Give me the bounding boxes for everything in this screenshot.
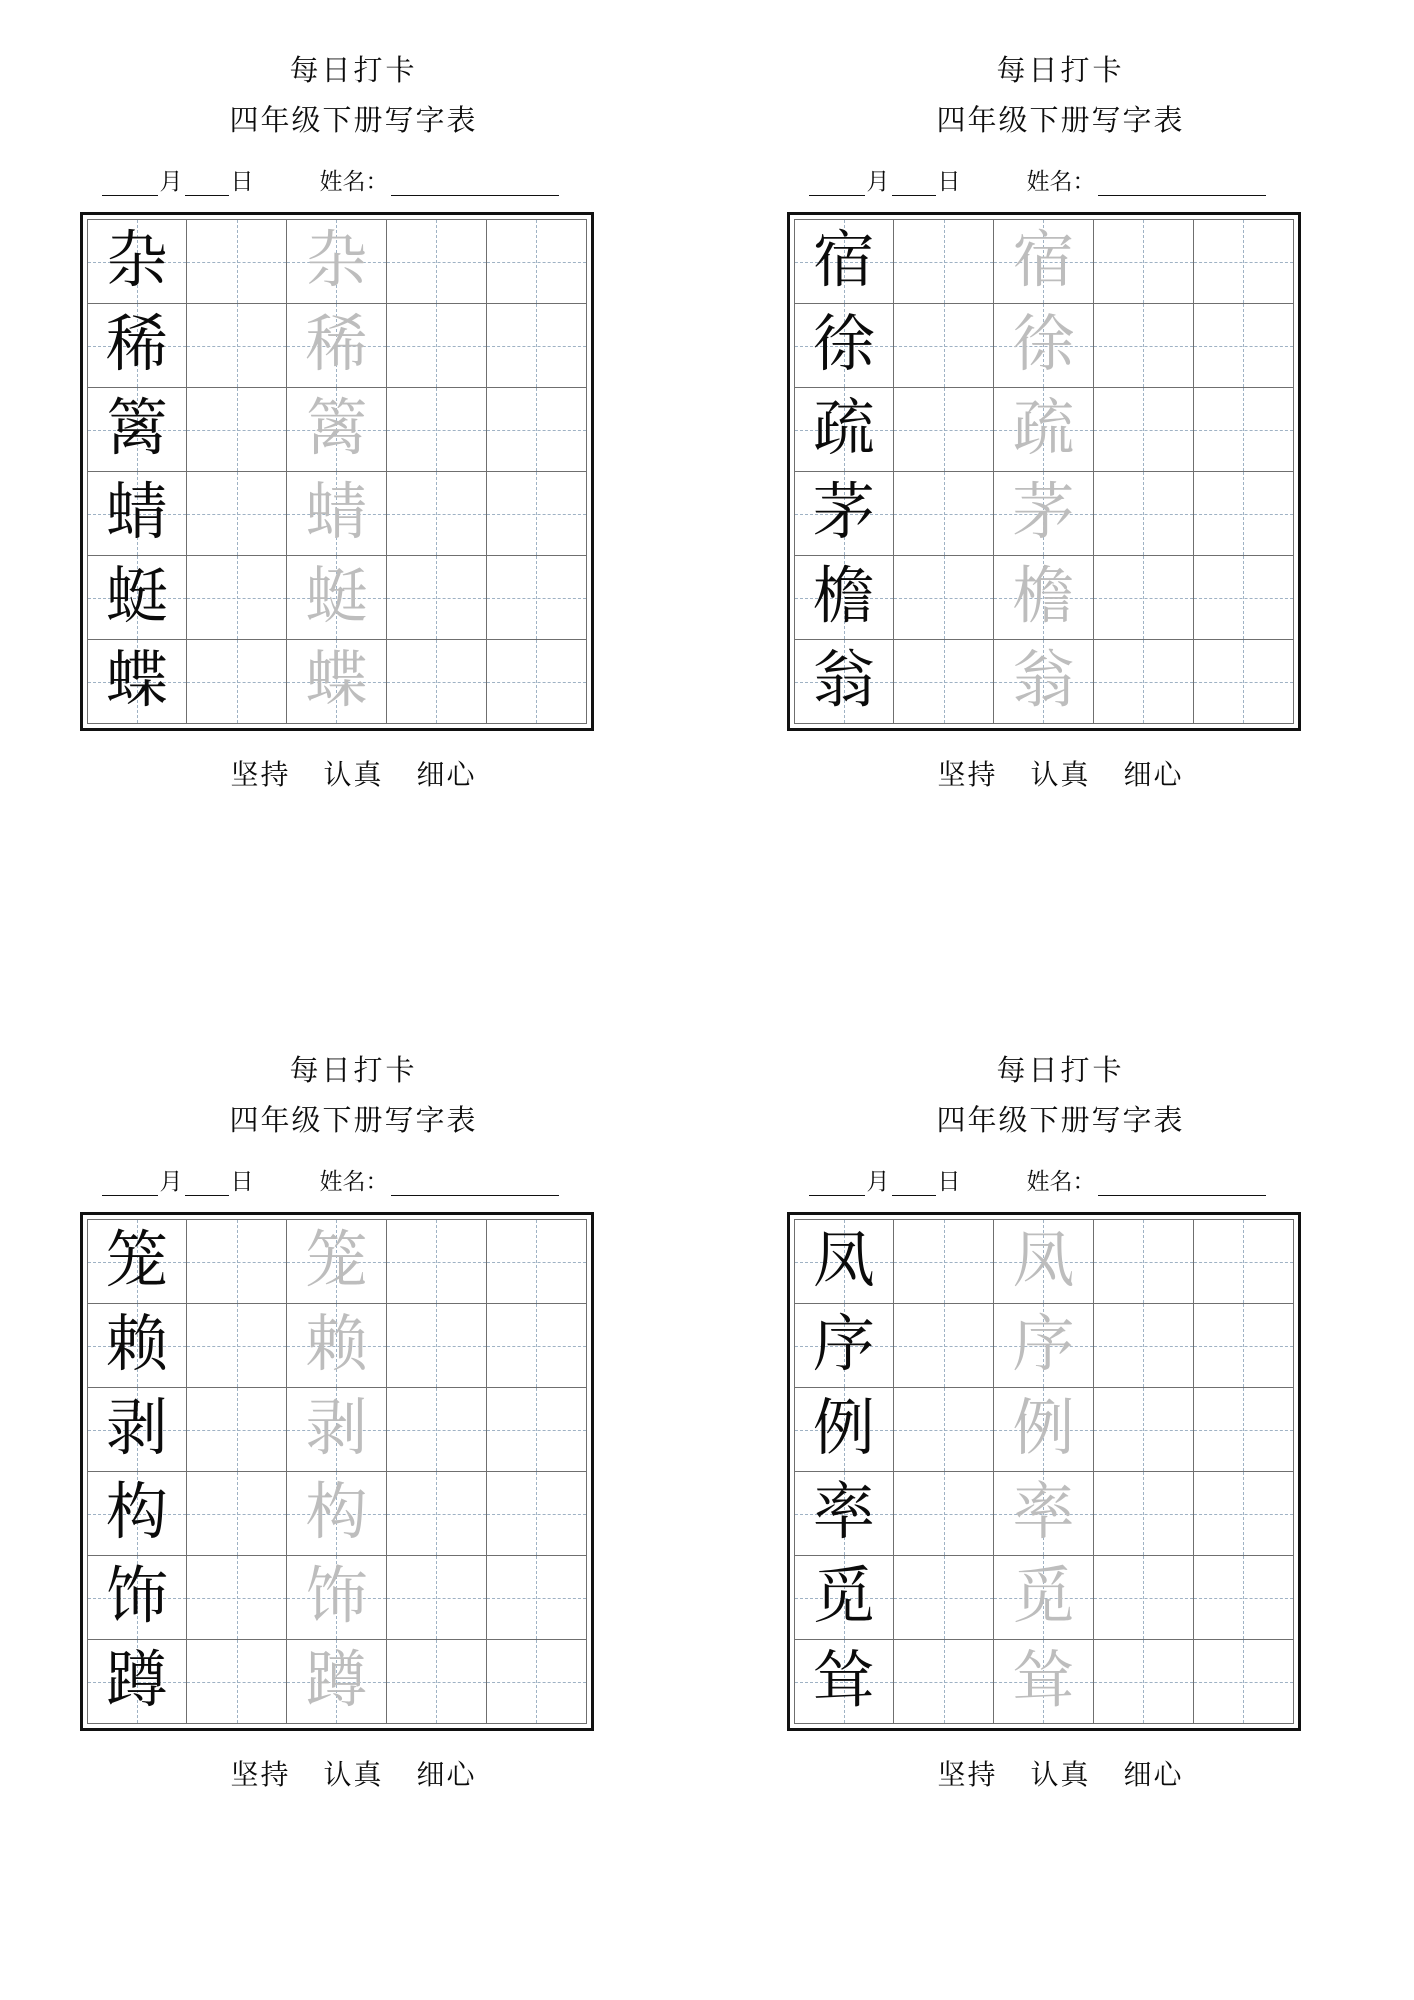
name-label: 姓名： [1026, 1169, 1096, 1194]
blank-practice-cell[interactable] [1093, 556, 1193, 640]
trace-character-cell[interactable] [994, 1472, 1094, 1556]
practice-row [794, 388, 1293, 472]
practice-grid-table [87, 1219, 587, 1724]
blank-practice-cell[interactable] [187, 304, 287, 388]
model-character-cell[interactable] [794, 1556, 894, 1640]
blank-practice-cell[interactable] [486, 472, 586, 556]
blank-practice-cell[interactable] [486, 1472, 586, 1556]
trace-character-cell[interactable] [287, 640, 387, 724]
trace-character: 构 [305, 1479, 368, 1547]
practice-row [794, 1388, 1293, 1472]
day-label: 日 [937, 1169, 961, 1194]
practice-grid-table [87, 219, 587, 724]
blank-practice-cell[interactable] [486, 556, 586, 640]
blank-practice-cell[interactable] [386, 1556, 486, 1640]
trace-character-cell[interactable] [287, 1556, 387, 1640]
practice-grid-body [87, 1220, 586, 1724]
meta-row [74, 163, 634, 196]
blank-practice-cell[interactable] [1193, 304, 1293, 388]
blank-practice-cell[interactable] [894, 388, 994, 472]
blank-practice-cell[interactable] [187, 1304, 287, 1388]
trace-character-cell[interactable] [287, 1220, 387, 1304]
blank-practice-cell[interactable] [187, 1388, 287, 1472]
page-title: 每日打卡 [996, 55, 1125, 87]
practice-grid [787, 1212, 1301, 1731]
footer-encouragement [781, 753, 1341, 793]
footer-word-3: 细心 [416, 1760, 477, 1791]
blank-practice-cell[interactable] [1193, 472, 1293, 556]
page-subtitle: 四年级下册写字表 [229, 1105, 478, 1137]
blank-practice-cell[interactable] [187, 220, 287, 304]
trace-character: 赖 [305, 1311, 368, 1379]
trace-character-cell[interactable] [994, 640, 1094, 724]
worksheet-sheet-4 [707, 1000, 1414, 2000]
blank-practice-cell[interactable] [386, 1220, 486, 1304]
model-character-cell[interactable] [87, 1472, 187, 1556]
practice-row [87, 220, 586, 304]
trace-character-cell[interactable] [287, 556, 387, 640]
trace-character: 凤 [1012, 1227, 1075, 1295]
month-label: 月 [866, 169, 890, 194]
practice-row [794, 220, 1293, 304]
blank-practice-cell[interactable] [187, 556, 287, 640]
trace-character: 翁 [1012, 647, 1075, 715]
model-character-cell[interactable] [87, 388, 187, 472]
blank-practice-cell[interactable] [386, 1640, 486, 1724]
blank-practice-cell[interactable] [894, 1220, 994, 1304]
blank-practice-cell[interactable] [1193, 388, 1293, 472]
footer-word-1: 坚持 [937, 1760, 998, 1791]
month-field[interactable] [809, 175, 865, 196]
trace-character-cell[interactable] [994, 1220, 1094, 1304]
blank-practice-cell[interactable] [1193, 1556, 1293, 1640]
footer-word-2: 认真 [323, 760, 384, 791]
name-field[interactable] [391, 175, 559, 196]
model-character-cell[interactable] [87, 1220, 187, 1304]
blank-practice-cell[interactable] [386, 304, 486, 388]
model-character-cell[interactable] [794, 388, 894, 472]
practice-row [87, 1388, 586, 1472]
practice-grid [80, 1212, 594, 1731]
trace-character-cell[interactable] [994, 472, 1094, 556]
model-character: 徐 [812, 311, 875, 379]
model-character-cell[interactable] [87, 1556, 187, 1640]
trace-character: 蝶 [305, 647, 368, 715]
model-character: 蜻 [105, 479, 168, 547]
model-character: 例 [812, 1395, 875, 1463]
model-character: 赖 [105, 1311, 168, 1379]
footer-word-1: 坚持 [937, 760, 998, 791]
model-character-cell[interactable] [87, 556, 187, 640]
page-subtitle: 四年级下册写字表 [936, 105, 1185, 137]
day-label: 日 [230, 169, 254, 194]
practice-row [87, 1640, 586, 1724]
practice-grid [80, 212, 594, 731]
blank-practice-cell[interactable] [894, 1556, 994, 1640]
model-character: 蝶 [105, 647, 168, 715]
model-character: 耸 [812, 1647, 875, 1715]
model-character-cell[interactable] [794, 472, 894, 556]
trace-character-cell[interactable] [287, 1472, 387, 1556]
model-character: 疏 [812, 395, 875, 463]
blank-practice-cell[interactable] [894, 472, 994, 556]
page-title: 每日打卡 [289, 55, 418, 87]
blank-practice-cell[interactable] [386, 1304, 486, 1388]
model-character-cell[interactable] [794, 1388, 894, 1472]
practice-row [87, 556, 586, 640]
month-field[interactable] [102, 1175, 158, 1196]
month-field[interactable] [809, 1175, 865, 1196]
blank-practice-cell[interactable] [1093, 1220, 1193, 1304]
blank-practice-cell[interactable] [386, 556, 486, 640]
blank-practice-cell[interactable] [894, 1472, 994, 1556]
blank-practice-cell[interactable] [894, 556, 994, 640]
trace-character: 蜻 [305, 479, 368, 547]
footer-encouragement [74, 1753, 634, 1793]
model-character: 蹲 [105, 1647, 168, 1715]
blank-practice-cell[interactable] [386, 220, 486, 304]
name-label: 姓名： [319, 1169, 389, 1194]
blank-practice-cell[interactable] [187, 1640, 287, 1724]
model-character: 觅 [812, 1563, 875, 1631]
blank-practice-cell[interactable] [1193, 556, 1293, 640]
day-field[interactable] [185, 175, 229, 196]
worksheet-sheet-2 [707, 0, 1414, 1000]
trace-character: 杂 [305, 227, 368, 295]
practice-grid-body [794, 220, 1293, 724]
practice-grid-table [794, 1219, 1294, 1724]
model-character: 饰 [105, 1563, 168, 1631]
blank-practice-cell[interactable] [894, 1304, 994, 1388]
blank-practice-cell[interactable] [1093, 1640, 1193, 1724]
blank-practice-cell[interactable] [486, 1388, 586, 1472]
practice-row [794, 1556, 1293, 1640]
trace-character: 蹲 [305, 1647, 368, 1715]
blank-practice-cell[interactable] [894, 220, 994, 304]
practice-row [87, 1220, 586, 1304]
footer-encouragement [74, 753, 634, 793]
model-character-cell[interactable] [87, 640, 187, 724]
trace-character-cell[interactable] [994, 304, 1094, 388]
model-character: 序 [812, 1311, 875, 1379]
blank-practice-cell[interactable] [386, 640, 486, 724]
name-field[interactable] [1098, 1175, 1266, 1196]
trace-character: 蜓 [305, 563, 368, 631]
model-character-cell[interactable] [794, 304, 894, 388]
practice-row [794, 1220, 1293, 1304]
practice-row [794, 304, 1293, 388]
trace-character: 宿 [1012, 227, 1075, 295]
model-character-cell[interactable] [87, 1640, 187, 1724]
name-label: 姓名： [1026, 169, 1096, 194]
practice-row [87, 388, 586, 472]
footer-encouragement [781, 1753, 1341, 1793]
trace-character: 觅 [1012, 1563, 1075, 1631]
trace-character: 笼 [305, 1227, 368, 1295]
blank-practice-cell[interactable] [1093, 1304, 1193, 1388]
model-character: 杂 [105, 227, 168, 295]
trace-character-cell[interactable] [287, 1304, 387, 1388]
day-label: 日 [937, 169, 961, 194]
blank-practice-cell[interactable] [486, 304, 586, 388]
practice-grid-table [794, 219, 1294, 724]
blank-practice-cell[interactable] [386, 388, 486, 472]
trace-character: 檐 [1012, 563, 1075, 631]
model-character: 剥 [105, 1395, 168, 1463]
meta-row [74, 1163, 634, 1196]
blank-practice-cell[interactable] [1093, 640, 1193, 724]
trace-character-cell[interactable] [994, 1388, 1094, 1472]
page-title: 每日打卡 [996, 1055, 1125, 1087]
trace-character: 篱 [305, 395, 368, 463]
practice-row [87, 304, 586, 388]
month-label: 月 [159, 1169, 183, 1194]
blank-practice-cell[interactable] [1193, 1304, 1293, 1388]
trace-character-cell[interactable] [994, 1304, 1094, 1388]
name-field[interactable] [1098, 175, 1266, 196]
blank-practice-cell[interactable] [386, 472, 486, 556]
model-character-cell[interactable] [794, 1640, 894, 1724]
blank-practice-cell[interactable] [1193, 1220, 1293, 1304]
trace-character: 饰 [305, 1563, 368, 1631]
model-character-cell[interactable] [794, 1472, 894, 1556]
blank-practice-cell[interactable] [187, 1556, 287, 1640]
trace-character-cell[interactable] [994, 1556, 1094, 1640]
trace-character: 徐 [1012, 311, 1075, 379]
practice-row [794, 1304, 1293, 1388]
blank-practice-cell[interactable] [486, 640, 586, 724]
meta-row [781, 1163, 1341, 1196]
footer-word-3: 细心 [1123, 1760, 1184, 1791]
footer-word-2: 认真 [323, 1760, 384, 1791]
practice-row [794, 1640, 1293, 1724]
blank-practice-cell[interactable] [386, 1472, 486, 1556]
trace-character: 序 [1012, 1311, 1075, 1379]
model-character-cell[interactable] [794, 1220, 894, 1304]
model-character: 茅 [812, 479, 875, 547]
blank-practice-cell[interactable] [1093, 304, 1193, 388]
blank-practice-cell[interactable] [1093, 1556, 1193, 1640]
model-character-cell[interactable] [794, 556, 894, 640]
page-subtitle: 四年级下册写字表 [936, 1105, 1185, 1137]
model-character-cell[interactable] [87, 472, 187, 556]
name-label: 姓名： [319, 169, 389, 194]
blank-practice-cell[interactable] [1093, 472, 1193, 556]
blank-practice-cell[interactable] [1193, 1472, 1293, 1556]
worksheet-sheet-3 [0, 1000, 707, 2000]
month-field[interactable] [102, 175, 158, 196]
trace-character-cell[interactable] [994, 220, 1094, 304]
model-character: 稀 [105, 311, 168, 379]
model-character-cell[interactable] [794, 220, 894, 304]
meta-row [781, 163, 1341, 196]
trace-character: 例 [1012, 1395, 1075, 1463]
practice-row [87, 1304, 586, 1388]
blank-practice-cell[interactable] [486, 1220, 586, 1304]
trace-character-cell[interactable] [287, 388, 387, 472]
practice-row [794, 640, 1293, 724]
footer-word-2: 认真 [1030, 1760, 1091, 1791]
blank-practice-cell[interactable] [1193, 1640, 1293, 1724]
practice-grid-body [87, 220, 586, 724]
practice-row [87, 472, 586, 556]
blank-practice-cell[interactable] [386, 1388, 486, 1472]
trace-character: 稀 [305, 311, 368, 379]
model-character: 构 [105, 1479, 168, 1547]
trace-character: 耸 [1012, 1647, 1075, 1715]
practice-row [794, 472, 1293, 556]
day-label: 日 [230, 1169, 254, 1194]
footer-word-3: 细心 [416, 760, 477, 791]
model-character: 蜓 [105, 563, 168, 631]
practice-row [794, 1472, 1293, 1556]
trace-character-cell[interactable] [994, 1640, 1094, 1724]
model-character-cell[interactable] [87, 304, 187, 388]
day-field[interactable] [892, 175, 936, 196]
day-field[interactable] [892, 1175, 936, 1196]
trace-character: 茅 [1012, 479, 1075, 547]
blank-practice-cell[interactable] [486, 388, 586, 472]
blank-practice-cell[interactable] [187, 388, 287, 472]
blank-practice-cell[interactable] [187, 472, 287, 556]
blank-practice-cell[interactable] [1093, 388, 1193, 472]
model-character-cell[interactable] [794, 640, 894, 724]
model-character: 宿 [812, 227, 875, 295]
footer-word-1: 坚持 [230, 1760, 291, 1791]
model-character-cell[interactable] [794, 1304, 894, 1388]
trace-character: 率 [1012, 1479, 1075, 1547]
blank-practice-cell[interactable] [1093, 220, 1193, 304]
blank-practice-cell[interactable] [894, 304, 994, 388]
trace-character-cell[interactable] [287, 1640, 387, 1724]
blank-practice-cell[interactable] [1193, 220, 1293, 304]
trace-character-cell[interactable] [994, 388, 1094, 472]
model-character: 率 [812, 1479, 875, 1547]
blank-practice-cell[interactable] [1193, 640, 1293, 724]
page-title: 每日打卡 [289, 1055, 418, 1087]
model-character-cell[interactable] [87, 1388, 187, 1472]
model-character: 檐 [812, 563, 875, 631]
trace-character-cell[interactable] [287, 304, 387, 388]
blank-practice-cell[interactable] [486, 1304, 586, 1388]
practice-grid-body [794, 1220, 1293, 1724]
model-character: 凤 [812, 1227, 875, 1295]
practice-row [794, 556, 1293, 640]
page-subtitle: 四年级下册写字表 [229, 105, 478, 137]
trace-character-cell[interactable] [287, 1388, 387, 1472]
blank-practice-cell[interactable] [1193, 1388, 1293, 1472]
blank-practice-cell[interactable] [187, 1220, 287, 1304]
trace-character: 疏 [1012, 395, 1075, 463]
blank-practice-cell[interactable] [1093, 1472, 1193, 1556]
trace-character-cell[interactable] [287, 220, 387, 304]
month-label: 月 [866, 1169, 890, 1194]
practice-row [87, 640, 586, 724]
blank-practice-cell[interactable] [894, 640, 994, 724]
trace-character-cell[interactable] [994, 556, 1094, 640]
blank-practice-cell[interactable] [486, 220, 586, 304]
practice-grid [787, 212, 1301, 731]
blank-practice-cell[interactable] [187, 640, 287, 724]
model-character: 篱 [105, 395, 168, 463]
blank-practice-cell[interactable] [187, 1472, 287, 1556]
name-field[interactable] [391, 1175, 559, 1196]
month-label: 月 [159, 169, 183, 194]
practice-row [87, 1556, 586, 1640]
model-character-cell[interactable] [87, 1304, 187, 1388]
blank-practice-cell[interactable] [894, 1388, 994, 1472]
model-character-cell[interactable] [87, 220, 187, 304]
trace-character-cell[interactable] [287, 472, 387, 556]
trace-character: 剥 [305, 1395, 368, 1463]
model-character: 翁 [812, 647, 875, 715]
blank-practice-cell[interactable] [486, 1640, 586, 1724]
footer-word-3: 细心 [1123, 760, 1184, 791]
practice-row [87, 1472, 586, 1556]
blank-practice-cell[interactable] [1093, 1388, 1193, 1472]
worksheet-sheet-1 [0, 0, 707, 1000]
blank-practice-cell[interactable] [486, 1556, 586, 1640]
model-character: 笼 [105, 1227, 168, 1295]
blank-practice-cell[interactable] [894, 1640, 994, 1724]
day-field[interactable] [185, 1175, 229, 1196]
footer-word-2: 认真 [1030, 760, 1091, 791]
footer-word-1: 坚持 [230, 760, 291, 791]
